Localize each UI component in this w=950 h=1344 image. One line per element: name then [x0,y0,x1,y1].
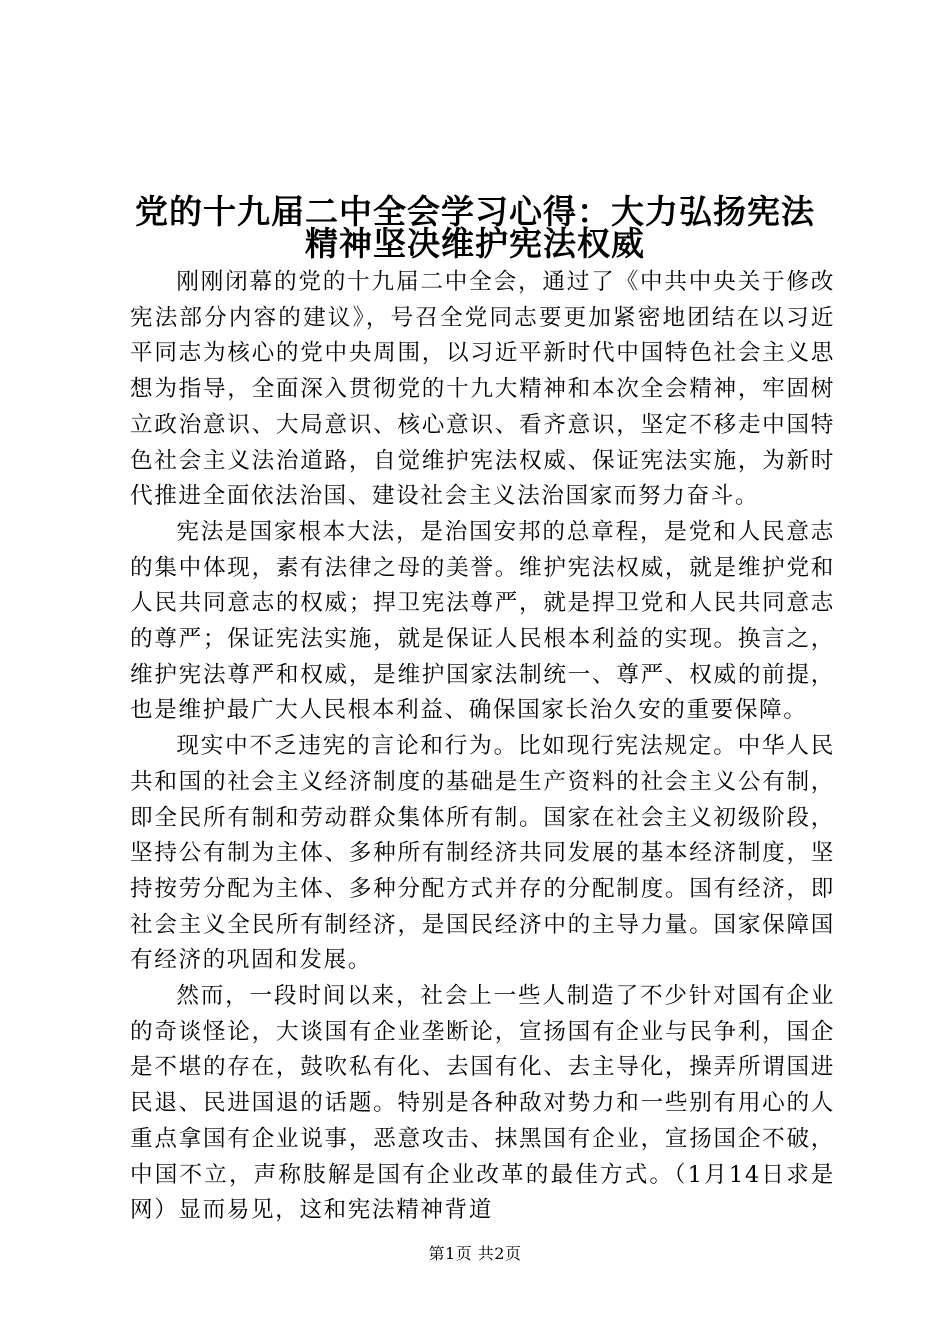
paragraph-1: 刚刚闭幕的党的十九届二中全会，通过了《中共中央关于修改宪法部分内容的建议》，号召全党同志要更加紧密地团结在以习近平同志为核心的党中央周围，以习近平新时代中国特色社会主义思想为指导，全面深入贯彻党的十九大精神和本次全会精神，牢固树立政治意识、大局意识、核心意识、看齐意识，坚定不移走中国特色社会主义法治道路，自觉维护宪法权威、保证宪法实施，为新时代推进全面依法治国、建设社会主义法治国家而努力奋斗。 [130,269,835,510]
page-footer: 第1页 共2页 [428,1244,522,1263]
paragraph-4: 然而，一段时间以来，社会上一些人制造了不少针对国有企业的奇谈怪论，大谈国有企业垄断论，宣扬国有企业与民争利，国企是不堪的存在，鼓吹私有化、去国有化、去主导化，操弄所谓国进民退、民进国退的话题。特别是各种敌对势力和一些别有用心的人重点拿国有企业说事，恶意攻击、抹黑国有企业，宣扬国企不破，中国不立，声称肢解是国有企业改革的最佳方式。（1月14日求是网）显而易见，这和宪法精神背道 [130,983,835,1224]
paragraph-3: 现实中不乏违宪的言论和行为。比如现行宪法规定。中华人民共和国的社会主义经济制度的基础是生产资料的社会主义公有制，即全民所有制和劳动群众集体所有制。国家在社会主义初级阶段，坚持公有制为主体、多种所有制经济共同发展的基本经济制度，坚持按劳分配为主体、多种分配方式并存的分配制度。国有经济，即社会主义全民所有制经济，是国民经济中的主导力量。国家保障国有经济的巩固和发展。 [130,733,835,974]
document-title-line-1: 党的十九届二中全会学习心得：大力弘扬宪法 [135,192,815,231]
document-title-line-2: 精神坚决维护宪法权威 [305,224,645,263]
document-body [130,265,835,1229]
paragraph-2: 宪法是国家根本大法，是治国安邦的总章程，是党和人民意志的集中体现，素有法律之母的美誉。维护宪法权威，就是维护党和人民共同意志的权威；捍卫宪法尊严，就是捍卫党和人民共同意志的尊严；保证宪法实施，就是保证人民根本利益的实现。换言之，维护宪法尊严和权威，是维护国家法制统一、尊严、权威的前提，也是维护最广大人民根本利益、确保国家长治久安的重要保障。 [130,518,835,724]
